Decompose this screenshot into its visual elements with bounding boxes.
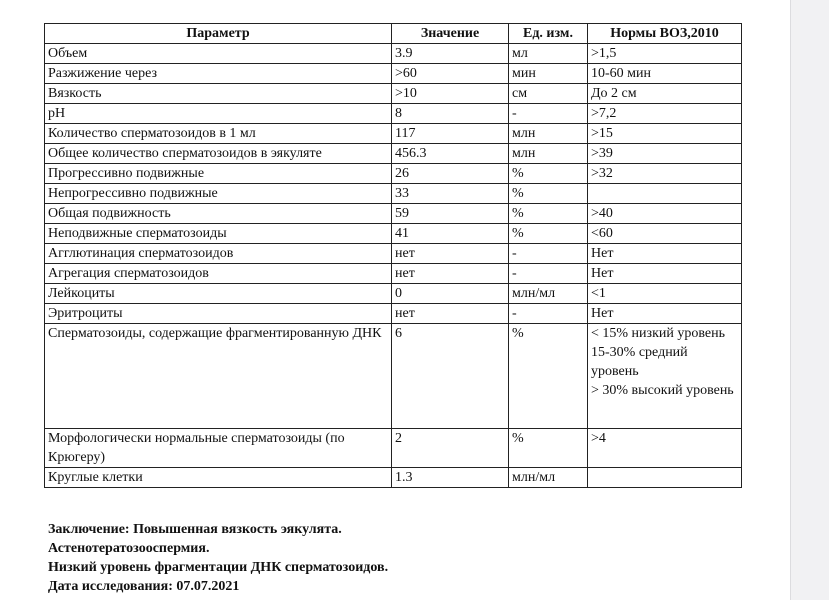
value-cell: 2 bbox=[392, 429, 509, 468]
unit-cell: - bbox=[509, 304, 588, 324]
conclusion-line: Низкий уровень фрагментации ДНК сперматозоидов. bbox=[48, 560, 389, 575]
table-row bbox=[45, 184, 742, 204]
param-cell: Агглютинация сперматозоидов bbox=[45, 244, 392, 264]
norm-cell bbox=[588, 468, 742, 488]
value-cell: 8 bbox=[392, 104, 509, 124]
norm-cell: Нет bbox=[588, 244, 742, 264]
research-date: Дата исследования: 07.07.2021 bbox=[48, 579, 240, 594]
table-row bbox=[45, 84, 742, 104]
table-row bbox=[45, 429, 742, 468]
unit-cell: % bbox=[509, 184, 588, 204]
param-cell: Морфологически нормальные сперматозоиды (по Крюгеру) bbox=[45, 429, 392, 468]
semen-analysis-table bbox=[44, 23, 742, 488]
conclusion-line: Заключение: Повышенная вязкость эякулята. bbox=[48, 522, 342, 537]
value-cell: >60 bbox=[392, 64, 509, 84]
param-cell: Вязкость bbox=[45, 84, 392, 104]
norm-cell: 10-60 мин bbox=[588, 64, 742, 84]
param-cell: pH bbox=[45, 104, 392, 124]
param-cell: Прогрессивно подвижные bbox=[45, 164, 392, 184]
header-unit: Ед. изм. bbox=[509, 24, 588, 44]
unit-cell: млн bbox=[509, 124, 588, 144]
table-row bbox=[45, 324, 742, 429]
unit-cell: - bbox=[509, 244, 588, 264]
unit-cell: % bbox=[509, 204, 588, 224]
norm-cell: < 15% низкий уровень 15-30% средний уровень > 30% высокий уровень bbox=[588, 324, 742, 429]
norm-cell: <1 bbox=[588, 284, 742, 304]
conclusion-line: Астенотератозооспермия. bbox=[48, 541, 210, 556]
value-cell: 33 bbox=[392, 184, 509, 204]
norm-cell: <60 bbox=[588, 224, 742, 244]
value-cell: 0 bbox=[392, 284, 509, 304]
param-cell: Неподвижные сперматозоиды bbox=[45, 224, 392, 244]
table-row bbox=[45, 264, 742, 284]
unit-cell: мл bbox=[509, 44, 588, 64]
value-cell: 41 bbox=[392, 224, 509, 244]
table-row bbox=[45, 44, 742, 64]
table-row bbox=[45, 224, 742, 244]
table-row bbox=[45, 244, 742, 264]
param-cell: Лейкоциты bbox=[45, 284, 392, 304]
value-cell: 456.3 bbox=[392, 144, 509, 164]
unit-cell: % bbox=[509, 164, 588, 184]
norm-cell: >39 bbox=[588, 144, 742, 164]
param-cell: Круглые клетки bbox=[45, 468, 392, 488]
table-row bbox=[45, 468, 742, 488]
value-cell: нет bbox=[392, 264, 509, 284]
value-cell: нет bbox=[392, 304, 509, 324]
conclusion-block bbox=[48, 520, 748, 596]
viewer-right-gutter bbox=[790, 0, 829, 600]
norm-cell bbox=[588, 184, 742, 204]
param-cell: Эритроциты bbox=[45, 304, 392, 324]
value-cell: 26 bbox=[392, 164, 509, 184]
param-cell: Общее количество сперматозоидов в эякуляте bbox=[45, 144, 392, 164]
unit-cell: млн/мл bbox=[509, 468, 588, 488]
unit-cell: млн/мл bbox=[509, 284, 588, 304]
unit-cell: млн bbox=[509, 144, 588, 164]
param-cell: Агрегация сперматозоидов bbox=[45, 264, 392, 284]
table-row bbox=[45, 124, 742, 144]
unit-cell: % bbox=[509, 224, 588, 244]
param-cell: Непрогрессивно подвижные bbox=[45, 184, 392, 204]
unit-cell: см bbox=[509, 84, 588, 104]
table-row bbox=[45, 304, 742, 324]
value-cell: нет bbox=[392, 244, 509, 264]
norm-cell: >32 bbox=[588, 164, 742, 184]
table-row bbox=[45, 144, 742, 164]
value-cell: 59 bbox=[392, 204, 509, 224]
norm-cell: >40 bbox=[588, 204, 742, 224]
value-cell: 6 bbox=[392, 324, 509, 429]
table-row bbox=[45, 204, 742, 224]
norm-cell: Нет bbox=[588, 304, 742, 324]
norm-cell: >15 bbox=[588, 124, 742, 144]
norm-cell: До 2 см bbox=[588, 84, 742, 104]
value-cell: 1.3 bbox=[392, 468, 509, 488]
param-cell: Сперматозоиды, содержащие фрагментированную ДНК bbox=[45, 324, 392, 429]
header-parameter: Параметр bbox=[45, 24, 392, 44]
norm-cell: >4 bbox=[588, 429, 742, 468]
norm-cell: >7,2 bbox=[588, 104, 742, 124]
value-cell: 117 bbox=[392, 124, 509, 144]
norm-cell: >1,5 bbox=[588, 44, 742, 64]
param-cell: Объем bbox=[45, 44, 392, 64]
table-body bbox=[45, 44, 742, 488]
header-value: Значение bbox=[392, 24, 509, 44]
table-row bbox=[45, 164, 742, 184]
value-cell: >10 bbox=[392, 84, 509, 104]
unit-cell: - bbox=[509, 104, 588, 124]
table-row bbox=[45, 64, 742, 84]
table-header-row bbox=[45, 24, 742, 44]
param-cell: Разжижение через bbox=[45, 64, 392, 84]
param-cell: Общая подвижность bbox=[45, 204, 392, 224]
table-row bbox=[45, 104, 742, 124]
header-norms: Нормы ВОЗ,2010 bbox=[588, 24, 742, 44]
unit-cell: % bbox=[509, 429, 588, 468]
unit-cell: % bbox=[509, 324, 588, 429]
value-cell: 3.9 bbox=[392, 44, 509, 64]
unit-cell: мин bbox=[509, 64, 588, 84]
unit-cell: - bbox=[509, 264, 588, 284]
table-row bbox=[45, 284, 742, 304]
norm-cell: Нет bbox=[588, 264, 742, 284]
param-cell: Количество сперматозоидов в 1 мл bbox=[45, 124, 392, 144]
